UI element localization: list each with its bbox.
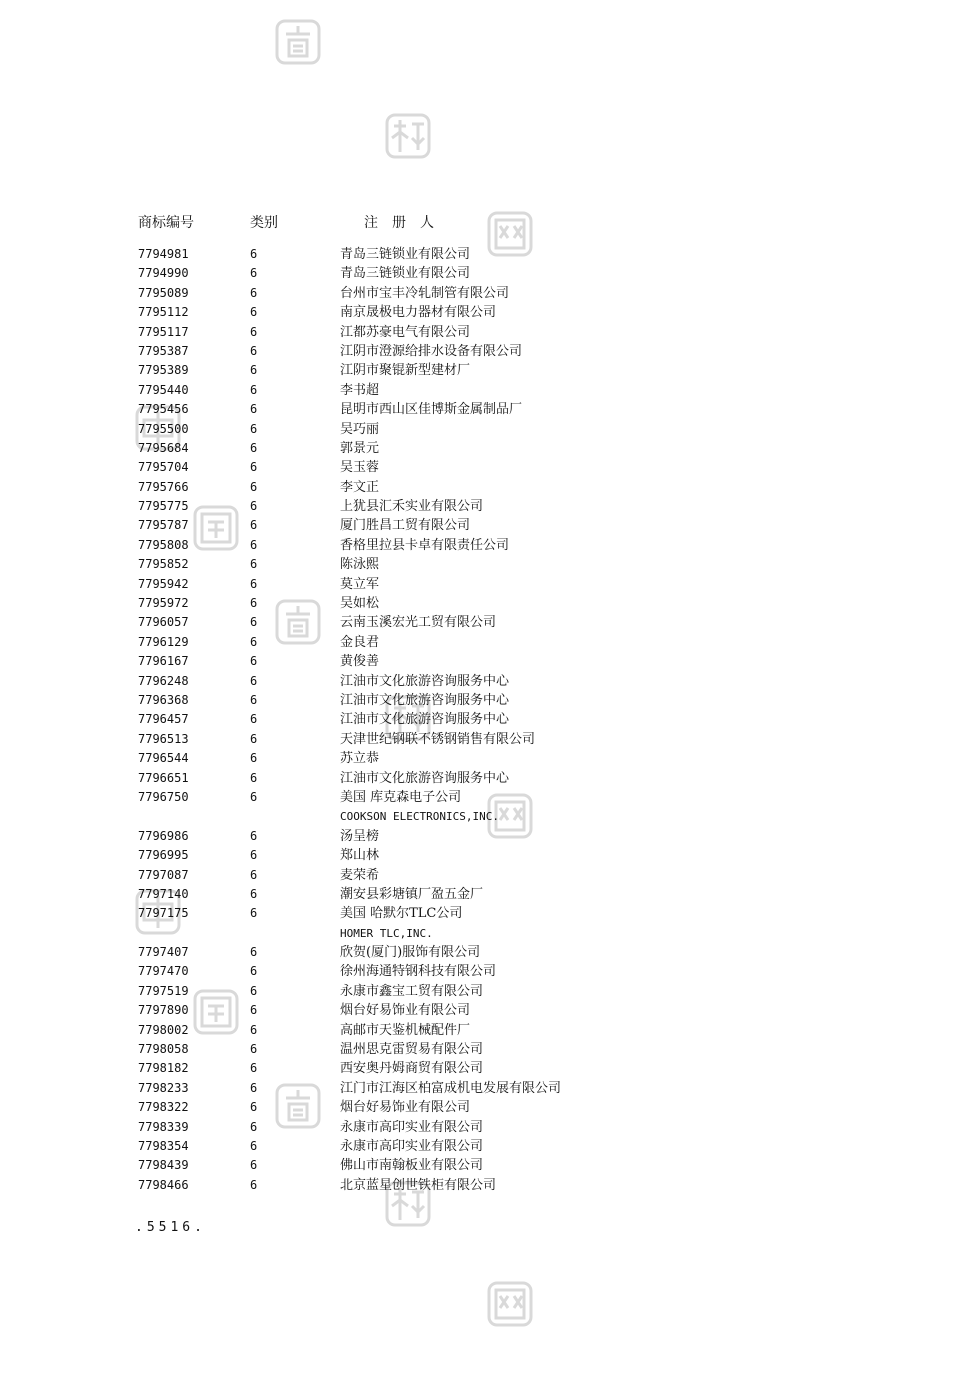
- trademark-number: 7795942: [138, 576, 189, 591]
- trademark-number: 7798002: [138, 1022, 189, 1037]
- class-number: 6: [250, 363, 258, 378]
- registrant-name: 汤呈榜: [340, 828, 380, 844]
- trademark-number: 7795387: [138, 343, 189, 358]
- class-number: 6: [250, 499, 258, 514]
- registrant-name: 江都苏豪电气有限公司: [340, 324, 471, 340]
- header-registrant: 注册人: [364, 215, 448, 231]
- trademark-number: 7795389: [138, 363, 189, 378]
- table-row: [138, 1156, 838, 1175]
- class-number: 6: [250, 654, 258, 669]
- table-row: [138, 827, 838, 846]
- class-number: 6: [250, 247, 258, 261]
- table-row: [138, 613, 838, 632]
- trademark-number: 7795787: [138, 518, 189, 533]
- class-number: 6: [250, 421, 258, 436]
- trademark-number: 7796457: [138, 712, 189, 727]
- table-header: [138, 212, 738, 232]
- registrant-name: 苏立恭: [340, 751, 380, 767]
- class-number: 6: [250, 402, 258, 417]
- table-row: [138, 420, 838, 439]
- registrant-name: 麦荣希: [340, 867, 380, 883]
- trademark-number: 7797890: [138, 1003, 189, 1018]
- trademark-number: 7795684: [138, 440, 189, 455]
- class-number: 6: [250, 1177, 258, 1192]
- registrant-name: COOKSON ELECTRONICS,INC.: [340, 810, 499, 824]
- table-row: [138, 943, 838, 962]
- trademark-number: 7795112: [138, 305, 189, 320]
- trademark-number: 7795766: [138, 479, 189, 494]
- class-number: 6: [250, 596, 258, 611]
- registrant-name: 西安奥丹姆商贸有限公司: [340, 1061, 484, 1077]
- trademark-number: 7795117: [138, 324, 189, 339]
- registrant-name: 李文正: [340, 479, 380, 495]
- trademark-number: 7795852: [138, 557, 189, 572]
- trademark-number: 7796513: [138, 731, 189, 746]
- class-number: 6: [250, 731, 258, 746]
- class-number: 6: [250, 770, 258, 785]
- registrant-name: 高邮市天鉴机械配件厂: [340, 1022, 471, 1038]
- class-number: 6: [250, 1158, 258, 1173]
- table-row: [138, 1079, 838, 1098]
- trademark-number: 7796368: [138, 692, 189, 707]
- trademark-number: 7798233: [138, 1080, 189, 1095]
- registrant-name: 江油市文化旅游咨询服务中心: [340, 673, 510, 689]
- table-row: [138, 1176, 838, 1195]
- table-row: [138, 962, 838, 981]
- class-number: 6: [250, 324, 258, 339]
- table-row: [138, 652, 838, 671]
- table-row: [138, 497, 838, 516]
- class-number: 6: [250, 460, 258, 475]
- trademark-number: 7796057: [138, 615, 189, 630]
- class-number: 6: [250, 615, 258, 630]
- trademark-number: 7794981: [138, 247, 189, 261]
- table-row: [138, 1021, 838, 1040]
- registrant-name: 永康市鑫宝工贸有限公司: [340, 983, 484, 999]
- registrant-name: 吴如松: [340, 596, 380, 612]
- class-number: 6: [250, 382, 258, 397]
- table-row: [138, 749, 838, 768]
- trademark-number: 7798354: [138, 1138, 189, 1153]
- watermark-stamp-icon: [274, 18, 322, 66]
- trademark-number: 7795775: [138, 499, 189, 514]
- registrant-name: 江油市文化旅游咨询服务中心: [340, 712, 510, 728]
- table-row: [138, 710, 838, 729]
- registrant-name: 郑山林: [340, 848, 380, 864]
- table-row: [138, 555, 838, 574]
- trademark-number: 7795440: [138, 382, 189, 397]
- trademark-number: 7797470: [138, 964, 189, 979]
- registrant-name: 烟台好易饰业有限公司: [340, 1100, 471, 1116]
- table-row: [138, 1001, 838, 1020]
- class-number: 6: [250, 1100, 258, 1115]
- class-number: 6: [250, 828, 258, 843]
- class-number: 6: [250, 964, 258, 979]
- header-trademark-number: 商标编号: [138, 215, 194, 231]
- registrant-name: 莫立军: [340, 576, 380, 592]
- table-row: [138, 439, 838, 458]
- trademark-number: 7796129: [138, 634, 189, 649]
- class-number: 6: [250, 537, 258, 552]
- table-row: [138, 458, 838, 477]
- class-number: 6: [250, 692, 258, 707]
- registrant-name: 李书超: [340, 382, 380, 398]
- class-number: 6: [250, 1003, 258, 1018]
- trademark-number: 7795972: [138, 596, 189, 611]
- registrant-name: 南京晟极电力器材有限公司: [340, 305, 497, 321]
- table-row: [138, 361, 838, 380]
- watermark-stamp-icon: [384, 112, 432, 160]
- table-row: [138, 885, 838, 904]
- table-row: [138, 846, 838, 865]
- class-number: 6: [250, 285, 258, 300]
- trademark-number: 7796167: [138, 654, 189, 669]
- table-row: [138, 342, 838, 361]
- table-row: [138, 769, 838, 788]
- registrant-name: 黄俊善: [340, 654, 380, 670]
- class-number: 6: [250, 440, 258, 455]
- class-number: 6: [250, 518, 258, 533]
- registrant-name: 徐州海通特钢科技有限公司: [340, 964, 497, 980]
- class-number: 6: [250, 343, 258, 358]
- class-number: 6: [250, 945, 258, 960]
- class-number: 6: [250, 479, 258, 494]
- table-row: [138, 381, 838, 400]
- class-number: 6: [250, 266, 258, 281]
- table-row: [138, 536, 838, 555]
- class-number: 6: [250, 1080, 258, 1095]
- registrant-name: 郭景元: [340, 440, 380, 456]
- trademark-number: 7797519: [138, 983, 189, 998]
- trademark-number: 7795500: [138, 421, 189, 436]
- registrant-name: 厦门胜昌工贸有限公司: [340, 518, 471, 534]
- table-row: [138, 788, 838, 807]
- table-row: [138, 323, 838, 342]
- registrant-name: 吴玉蓉: [340, 460, 380, 476]
- registrant-name: 永康市高印实业有限公司: [340, 1138, 484, 1154]
- class-number: 6: [250, 983, 258, 998]
- class-number: 6: [250, 1022, 258, 1037]
- registrant-name: HOMER TLC,INC.: [340, 926, 433, 940]
- trademark-number: 7795456: [138, 402, 189, 417]
- trademark-number: 7795704: [138, 460, 189, 475]
- table-row: [138, 1059, 838, 1078]
- table-row: [138, 691, 838, 710]
- trademark-number: 7796750: [138, 789, 189, 804]
- trademark-number: 7796248: [138, 673, 189, 688]
- registrant-name: 江阴市聚锟新型建材厂: [340, 363, 471, 379]
- table-row: [138, 575, 838, 594]
- trademark-number: 7795808: [138, 537, 189, 552]
- table-row: [138, 303, 838, 322]
- trademark-number: 7796651: [138, 770, 189, 785]
- table-row: [138, 633, 838, 652]
- table-row: [138, 1098, 838, 1117]
- registrant-name: 潮安县彩塘镇厂盈五金厂: [340, 886, 484, 902]
- table-row: [138, 264, 838, 283]
- registrant-name: 青岛三链锁业有限公司: [340, 266, 471, 282]
- registrant-name: 江门市江海区柏富成机电发展有限公司: [340, 1080, 562, 1096]
- registrant-name: 美国 库克森电子公司: [340, 789, 462, 805]
- registrant-name: 江油市文化旅游咨询服务中心: [340, 770, 510, 786]
- trademark-list: [138, 245, 838, 1195]
- trademark-number: 7797087: [138, 867, 189, 882]
- table-row: [138, 730, 838, 749]
- registrant-name: 江油市文化旅游咨询服务中心: [340, 692, 510, 708]
- trademark-number: 7798439: [138, 1158, 189, 1173]
- registrant-name: 欣贺(厦门)服饰有限公司: [340, 945, 481, 961]
- trademark-number: 7797175: [138, 906, 189, 921]
- registrant-name: 美国 哈默尔TLC公司: [340, 906, 463, 922]
- registrant-name: 台州市宝丰冷轧制管有限公司: [340, 285, 510, 301]
- watermark-stamp-icon: [486, 1280, 534, 1328]
- class-number: 6: [250, 1138, 258, 1153]
- table-row: [138, 924, 838, 943]
- class-number: 6: [250, 848, 258, 863]
- registrant-name: 上犹县汇禾实业有限公司: [340, 499, 484, 515]
- registrant-name: 温州思克雷贸易有限公司: [340, 1042, 484, 1058]
- registrant-name: 陈泳熙: [340, 557, 380, 573]
- registrant-name: 烟台好易饰业有限公司: [340, 1003, 471, 1019]
- trademark-number: 7796995: [138, 848, 189, 863]
- table-row: [138, 516, 838, 535]
- class-number: 6: [250, 867, 258, 882]
- class-number: 6: [250, 906, 258, 921]
- registrant-name: 佛山市南翰板业有限公司: [340, 1158, 484, 1174]
- registrant-name: 香格里拉县卡卓有限责任公司: [340, 537, 510, 553]
- trademark-number: 7797140: [138, 886, 189, 901]
- table-row: [138, 807, 838, 826]
- class-number: 6: [250, 1042, 258, 1057]
- registrant-name: 永康市高印实业有限公司: [340, 1119, 484, 1135]
- trademark-number: 7798058: [138, 1042, 189, 1057]
- trademark-number: 7798339: [138, 1119, 189, 1134]
- table-row: [138, 904, 838, 923]
- trademark-number: 7796544: [138, 751, 189, 766]
- table-row: [138, 594, 838, 613]
- registrant-name: 云南玉溪宏光工贸有限公司: [340, 615, 497, 631]
- class-number: 6: [250, 576, 258, 591]
- registrant-name: 北京蓝星创世铁柜有限公司: [340, 1177, 497, 1193]
- trademark-number: 7798466: [138, 1177, 189, 1192]
- trademark-number: 7796986: [138, 828, 189, 843]
- class-number: 6: [250, 557, 258, 572]
- table-row: [138, 866, 838, 885]
- trademark-number: 7797407: [138, 945, 189, 960]
- class-number: 6: [250, 789, 258, 804]
- registrant-name: 天津世纪钢联不锈钢销售有限公司: [340, 731, 536, 747]
- trademark-number: 7794990: [138, 266, 189, 281]
- class-number: 6: [250, 305, 258, 320]
- trademark-number: 7795089: [138, 285, 189, 300]
- registrant-name: 昆明市西山区佳博斯金属制品厂: [340, 402, 523, 418]
- trademark-number: 7798322: [138, 1100, 189, 1115]
- table-row: [138, 400, 838, 419]
- table-row: [138, 1137, 838, 1156]
- registrant-name: 吴巧丽: [340, 421, 380, 437]
- table-row: [138, 245, 838, 264]
- table-row: [138, 1118, 838, 1137]
- registrant-name: 青岛三链锁业有限公司: [340, 247, 471, 262]
- table-row: [138, 672, 838, 691]
- table-row: [138, 1040, 838, 1059]
- trademark-number: 7798182: [138, 1061, 189, 1076]
- table-row: [138, 982, 838, 1001]
- class-number: 6: [250, 751, 258, 766]
- page-number: .5516.: [135, 1220, 206, 1235]
- header-class: 类别: [250, 215, 278, 231]
- class-number: 6: [250, 886, 258, 901]
- registrant-name: 江阴市澄源给排水设备有限公司: [340, 343, 523, 359]
- class-number: 6: [250, 1119, 258, 1134]
- registrant-name: 金良君: [340, 634, 380, 650]
- table-row: [138, 284, 838, 303]
- class-number: 6: [250, 1061, 258, 1076]
- class-number: 6: [250, 673, 258, 688]
- class-number: 6: [250, 712, 258, 727]
- table-row: [138, 478, 838, 497]
- class-number: 6: [250, 634, 258, 649]
